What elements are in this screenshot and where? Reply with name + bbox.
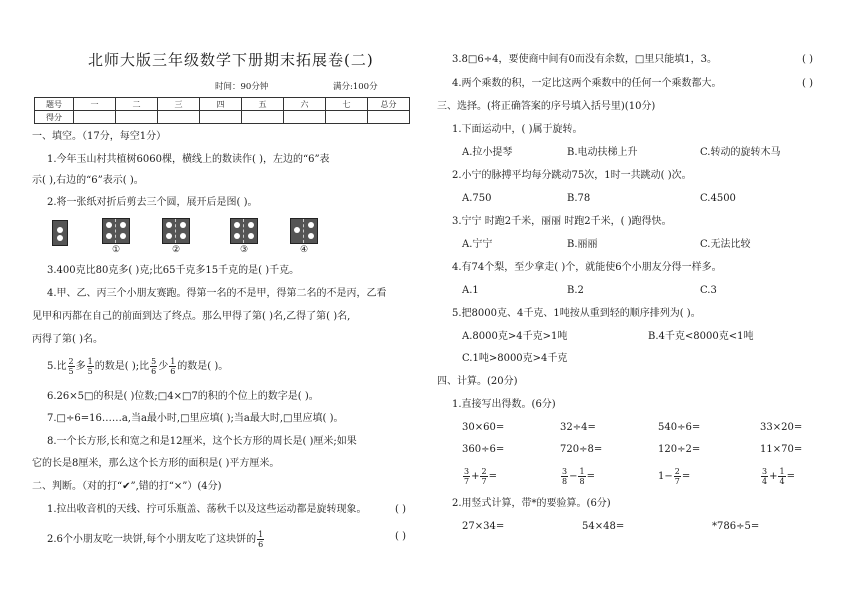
score-cell: 七 xyxy=(326,98,368,111)
question-text: 2.用竖式计算，带*的要验算。(6分) xyxy=(452,498,611,509)
score-cell: 五 xyxy=(242,98,284,111)
question-text: 1.下面运动中，( )属于旋转。 xyxy=(452,124,583,135)
calc-item: 54×48= xyxy=(582,521,625,532)
question-text: 示( ),右边的“6”表示( )。 xyxy=(32,175,144,186)
fraction-calc-item: 1− $\frac{2}{7}$ = xyxy=(658,467,691,486)
option-label: ④ xyxy=(300,245,309,255)
choice-option[interactable]: C.3 xyxy=(700,285,717,296)
fraction: $\frac{5}{6}$ xyxy=(151,357,157,376)
choice-option[interactable]: A.1 xyxy=(462,285,479,296)
score-input-cell[interactable] xyxy=(116,111,158,124)
score-table-header-row xyxy=(35,98,410,111)
choice-option[interactable]: A.宁宁 xyxy=(462,239,493,250)
calc-item: 27×34= xyxy=(462,521,505,532)
score-cell: 一 xyxy=(74,98,116,111)
calc-item: 120÷2= xyxy=(658,444,701,455)
section4-heading: 四、计算。(20分) xyxy=(437,376,518,387)
fraction: $\frac{1}{5}$ xyxy=(87,357,93,376)
fraction: $\frac{1}{6}$ xyxy=(170,357,176,376)
answer-bracket[interactable]: ( ) xyxy=(802,78,813,89)
calc-item: *786÷5= xyxy=(712,521,760,532)
score-input-cell[interactable] xyxy=(242,111,284,124)
question-text: 4.甲、乙、丙三个小朋友赛跑。得第一名的不是甲，得第二名的不是丙，乙看 xyxy=(47,288,387,299)
choice-option[interactable]: A.750 xyxy=(462,193,492,204)
score-cell: 三 xyxy=(158,98,200,111)
score-cell: 总分 xyxy=(368,98,410,111)
page-title: 北师大版三年级数学下册期末拓展卷(二) xyxy=(88,51,374,69)
score-cell: 题号 xyxy=(35,98,74,111)
calc-item: 11×70= xyxy=(760,444,803,455)
fraction-calc-item: $\frac{3}{4}$ + $\frac{1}{4}$ = xyxy=(762,467,795,486)
question-text: 3.400克比80克多( )克;比65千克多15千克的是( )千克。 xyxy=(47,265,300,276)
question-text: 1.拉出收音机的天线、拧可乐瓶盖、荡秋千以及这些运动都是旋转现象。 xyxy=(47,504,367,515)
hole-dot xyxy=(57,235,63,241)
score-input-cell[interactable] xyxy=(284,111,326,124)
choice-option[interactable]: A.拉小提琴 xyxy=(462,147,513,158)
option-picture-1[interactable] xyxy=(102,218,130,244)
hole-dot xyxy=(57,227,63,233)
choice-option[interactable]: B.4千克<8000克<1吨 xyxy=(648,331,754,342)
choice-option[interactable]: B.电动扶梯上升 xyxy=(567,147,638,158)
option-picture-2[interactable] xyxy=(162,218,190,244)
exam-time: 时间：90分钟 xyxy=(215,82,269,92)
calc-item: 360÷6= xyxy=(462,444,505,455)
choice-option[interactable]: A.8000克>4千克>1吨 xyxy=(462,331,568,342)
section1-heading: 一、填空。（17分，每空1分） xyxy=(32,131,167,142)
folded-paper-picture xyxy=(52,220,68,246)
score-input-cell[interactable] xyxy=(200,111,242,124)
score-table xyxy=(34,97,410,124)
score-input-cell[interactable] xyxy=(158,111,200,124)
question-text: 1.今年玉山村共植树6060棵，横线上的数读作( )，左边的“6”表 xyxy=(47,154,330,165)
question-text: 4.两个乘数的积，一定比这两个乘数中的任何一个乘数都大。 xyxy=(452,78,722,89)
choice-option[interactable]: B.丽丽 xyxy=(567,239,598,250)
choice-option[interactable]: C.转动的旋转木马 xyxy=(700,147,781,158)
option-picture-4[interactable] xyxy=(290,218,318,244)
score-cell: 四 xyxy=(200,98,242,111)
option-label: ① xyxy=(112,245,121,255)
choice-option[interactable]: C.4500 xyxy=(700,193,736,204)
question-text: 6.26×5□的积是( )位数;□4×□7的积的个位上的数字是( )。 xyxy=(47,391,319,402)
question-text: 3.宁宁 时跑2千米，丽丽 时跑2千米，( )跑得快。 xyxy=(452,216,672,227)
question-5: 5.比 $\frac{2}{5}$ 多 $\frac{1}{5}$ 的数是( );比 $\frac{5}{6}$ 少 $\frac{1}{6}$ 的数是( )。 xyxy=(47,357,229,376)
option-label: ② xyxy=(172,245,181,255)
score-table-score-row xyxy=(35,111,410,124)
score-input-cell[interactable] xyxy=(326,111,368,124)
fraction: $\frac{1}{6}$ xyxy=(258,530,264,549)
question-text: 8.一个长方形,长和宽之和是12厘米，这个长方形的周长是( )厘米;如果 xyxy=(47,436,357,447)
choice-option[interactable]: B.78 xyxy=(567,193,591,204)
score-cell: 二 xyxy=(116,98,158,111)
question-text: 2.小宁的脉搏平均每分跳动75次，1时一共跳动( )次。 xyxy=(452,170,692,181)
answer-bracket[interactable]: ( ) xyxy=(802,54,813,65)
question-text: 2.将一张纸对折后剪去三个圆，展开后是图( )。 xyxy=(47,197,258,208)
question-text: 7.□÷6=16……a,当a最小时,□里应填( );当a最大时,□里应填( )。 xyxy=(47,413,344,424)
fraction-calc-item: $\frac{3}{7}$ + $\frac{2}{7}$ = xyxy=(464,467,497,486)
score-cell: 得分 xyxy=(35,111,74,124)
calc-item: 33×20= xyxy=(760,422,803,433)
score-input-cell[interactable] xyxy=(74,111,116,124)
choice-option[interactable]: B.2 xyxy=(567,285,584,296)
calc-item: 540÷6= xyxy=(658,422,701,433)
section3-heading: 三、选择。(将正确答案的序号填入括号里)(10分) xyxy=(437,101,656,112)
section2-heading: 二、判断。（对的打“✔”,错的打“×”）(4分) xyxy=(32,481,222,492)
choice-option[interactable]: C.无法比较 xyxy=(700,239,751,250)
answer-bracket[interactable]: ( ) xyxy=(395,531,406,542)
fraction-calc-item: $\frac{3}{8}$ − $\frac{1}{8}$ = xyxy=(562,467,595,486)
calc-item: 32÷4= xyxy=(560,422,596,433)
question-text: 丙得了第( )名。 xyxy=(32,334,103,345)
calc-item: 720÷8= xyxy=(560,444,603,455)
fraction: $\frac{2}{5}$ xyxy=(68,357,74,376)
score-cell: 六 xyxy=(284,98,326,111)
option-label: ③ xyxy=(240,245,249,255)
question-text: 2.6个小朋友吃一块饼,每个小朋友吃了这块饼的 $\frac{1}{6}$ xyxy=(47,530,264,549)
choice-option[interactable]: C.1吨>8000克>4千克 xyxy=(462,353,568,364)
question-text: 它的长是8厘米，那么这个长方形的面积是( )平方厘米。 xyxy=(32,458,280,469)
score-input-cell[interactable] xyxy=(368,111,410,124)
question-text: 4.有74个梨，至少拿走( )个，就能使6个小朋友分得一样多。 xyxy=(452,262,722,273)
option-picture-3[interactable] xyxy=(230,218,258,244)
question-text: 见甲和丙都在自己的前面到达了终点。那么甲得了第( )名,乙得了第( )名, xyxy=(32,311,351,322)
full-score: 满分:100分 xyxy=(333,82,378,92)
question-text: 5.把8000克、4千克、1吨按从重到轻的顺序排列为( )。 xyxy=(452,308,701,319)
calc-item: 30×60= xyxy=(462,422,505,433)
question-text: 3.8□6÷4，要使商中间有0而没有余数，□里只能填1，3。 xyxy=(452,54,717,65)
question-text: 1.直接写出得数。(6分) xyxy=(452,399,556,410)
answer-bracket[interactable]: ( ) xyxy=(395,504,406,515)
